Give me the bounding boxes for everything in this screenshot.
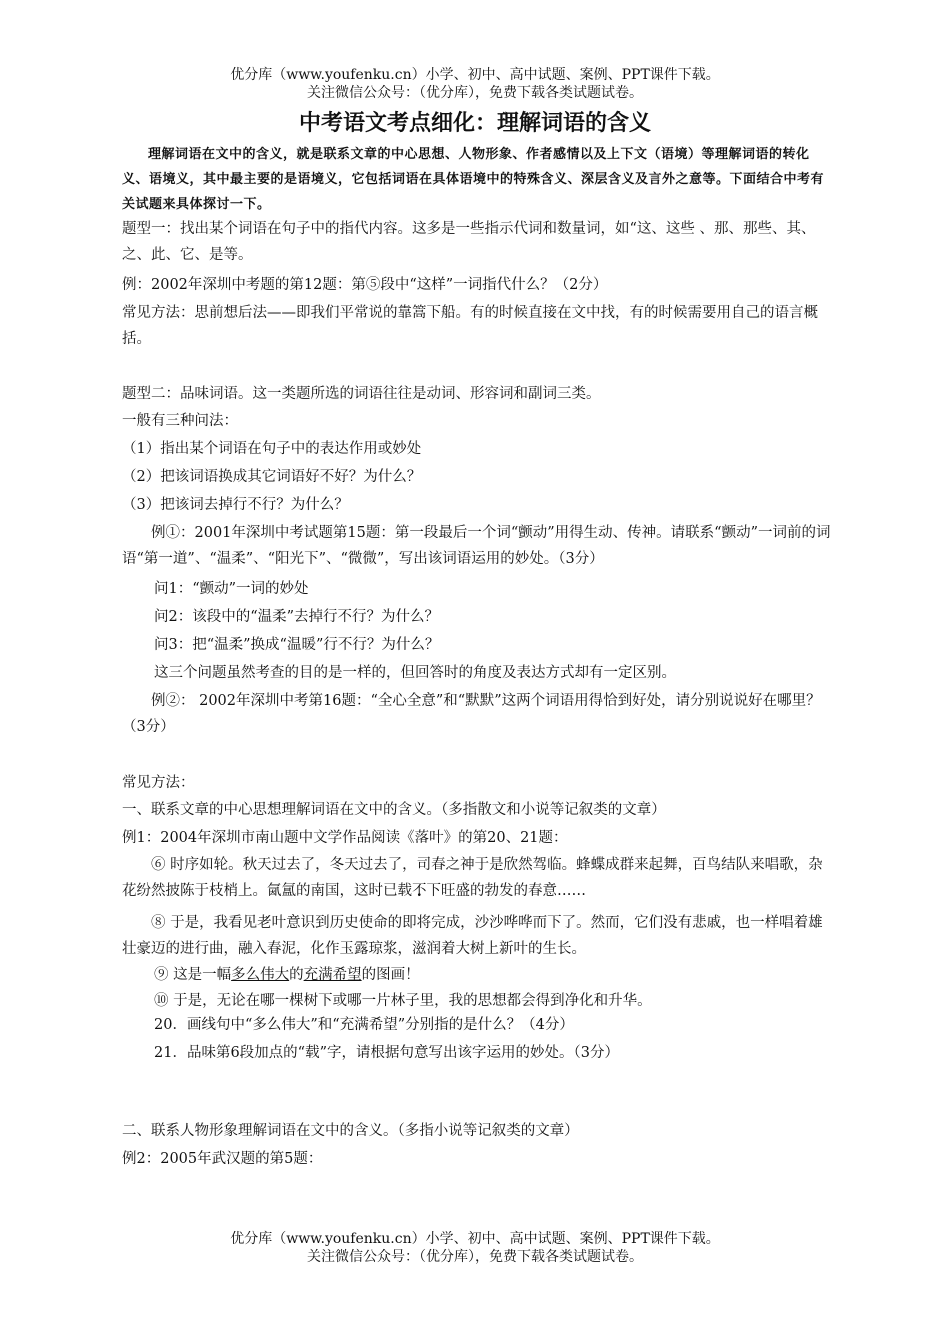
type2-question-2: 问2：该段中的“温柔”去掉行不行？为什么？ (154, 609, 440, 625)
type2-question-1: 问1：“颤动”一词的妙处 (154, 581, 309, 597)
type2-way-3: （3）把该词去掉行不行？为什么？ (122, 497, 349, 513)
type2-example-1: 例①：2001年深圳中考试题第15题：第一段最后一个词“颤动”用得生动、传神。请联系“颤动”一词前的词语“第一道”、“温柔”、“阳光下”、“微微”，写出该词语运用的妙处。（3分） (122, 525, 831, 567)
footer-line-2: 关注微信公众号：（优分库），免费下载各类试题试卷。 (307, 1249, 643, 1265)
method-2-example: 例2：2005年武汉题的第5题： (122, 1151, 323, 1167)
question-21: 21．品味第6段加点的“载”字，请根据句意写出该字运用的妙处。（3分） (154, 1045, 619, 1061)
para9-text-b: 的 (289, 967, 304, 983)
para9-text-a: ⑨ 这是一幅 (154, 967, 232, 983)
type1-method: 常见方法：思前想后法——即我们平常说的靠篙下船。有的时候直接在文中找，有的时候需要用自己的语言概括。 (122, 305, 818, 347)
type2-way-1: （1）指出某个词语在句子中的表达作用或妙处 (122, 441, 422, 457)
type1-example: 例：2002年深圳中考题的第12题：第⑤段中“这样”一词指代什么？（2分） (122, 277, 608, 293)
method-1: 一、联系文章的中心思想理解词语在文中的含义。（多指散文和小说等记叙类的文章） (122, 802, 666, 818)
passage-paragraph-10: ⑩ 于是，无论在哪一棵树下或哪一片林子里，我的思想都会得到净化和升华。 (154, 993, 652, 1009)
methods-label: 常见方法： (122, 775, 195, 791)
type2-way-2: （2）把该词语换成其它词语好不好？为什么？ (122, 469, 422, 485)
underlined-phrase-2: 充满希望 (303, 967, 362, 983)
para9-text-c: 的图画！ (361, 967, 420, 983)
header-line-2: 关注微信公众号：（优分库），免费下载各类试题试卷。 (307, 85, 643, 101)
type2-ways-intro: 一般有三种问法： (122, 413, 238, 429)
passage-paragraph-8: ⑧ 于是，我看见老叶意识到历史使命的即将完成，沙沙哗哗而下了。然而，它们没有悲戚，也一样唱着雄壮豪迈的进行曲，融入春泥，化作玉露琼浆，滋润着大树上新叶的生长。 (122, 915, 823, 957)
type2-example-2: 例②： 2002年深圳中考第16题：“全心全意”和“默默”这两个词语用得恰到好处，请分别说说好在哪里？（3分） (122, 693, 821, 735)
intro-paragraph: 理解词语在文中的含义，就是联系文章的中心思想、人物形象、作者感情以及上下文（语境）等理解词语的转化义、语境义，其中最主要的是语境义，它包括词语在具体语境中的特殊含义、深层含义及言外之意等。下面结合中考有关试题来具体探讨一下。 (122, 147, 825, 212)
page-title: 中考语文考点细化：理解词语的含义 (298, 111, 651, 136)
header-line-1: 优分库（www.youfenku.cn）小学、初中、高中试题、案例、PPT课件下载。 (230, 67, 720, 83)
passage-paragraph-9 (154, 962, 832, 988)
para6-text-after: 不下旺盛的勃发的春意…… (412, 883, 586, 899)
type2-question-3: 问3：把“温柔”换成“温暖”行不行？为什么？ (154, 637, 440, 653)
type2-description: 题型二：品味词语。这一类题所选的词语往往是动词、形容词和副词三类。 (122, 386, 601, 402)
question-20: 20．画线句中“多么伟大”和“充满希望”分别指的是什么？（4分） (154, 1017, 574, 1033)
type2-note: 这三个问题虽然考查的目的是一样的，但回答时的角度及表达方式却有一定区别。 (154, 665, 676, 681)
type1-description: 题型一：找出某个词语在句子中的指代内容。这多是一些指示代词和数量词，如“这、这些 、那、那些、其、之、此、它、是等。 (122, 221, 816, 263)
method-2: 二、联系人物形象理解词语在文中的含义。（多指小说等记叙类的文章） (122, 1123, 579, 1139)
dotted-character: 载 (397, 883, 412, 899)
method-1-example: 例1：2004年深圳市南山题中文学作品阅读《落叶》的第20、21题： (122, 830, 568, 846)
para6-text-before: ⑥ 时序如轮。秋天过去了，冬天过去了，司春之神于是欣然驾临。蜂蝶成群来起舞，百鸟结队来唱歌，杂花纷然披陈于枝梢上。氤氲的南国，这时已 (122, 857, 823, 899)
footer-line-1: 优分库（www.youfenku.cn）小学、初中、高中试题、案例、PPT课件下载。 (230, 1231, 720, 1247)
passage-paragraph-6 (122, 852, 832, 904)
underlined-phrase-1: 多么伟大 (231, 967, 290, 983)
